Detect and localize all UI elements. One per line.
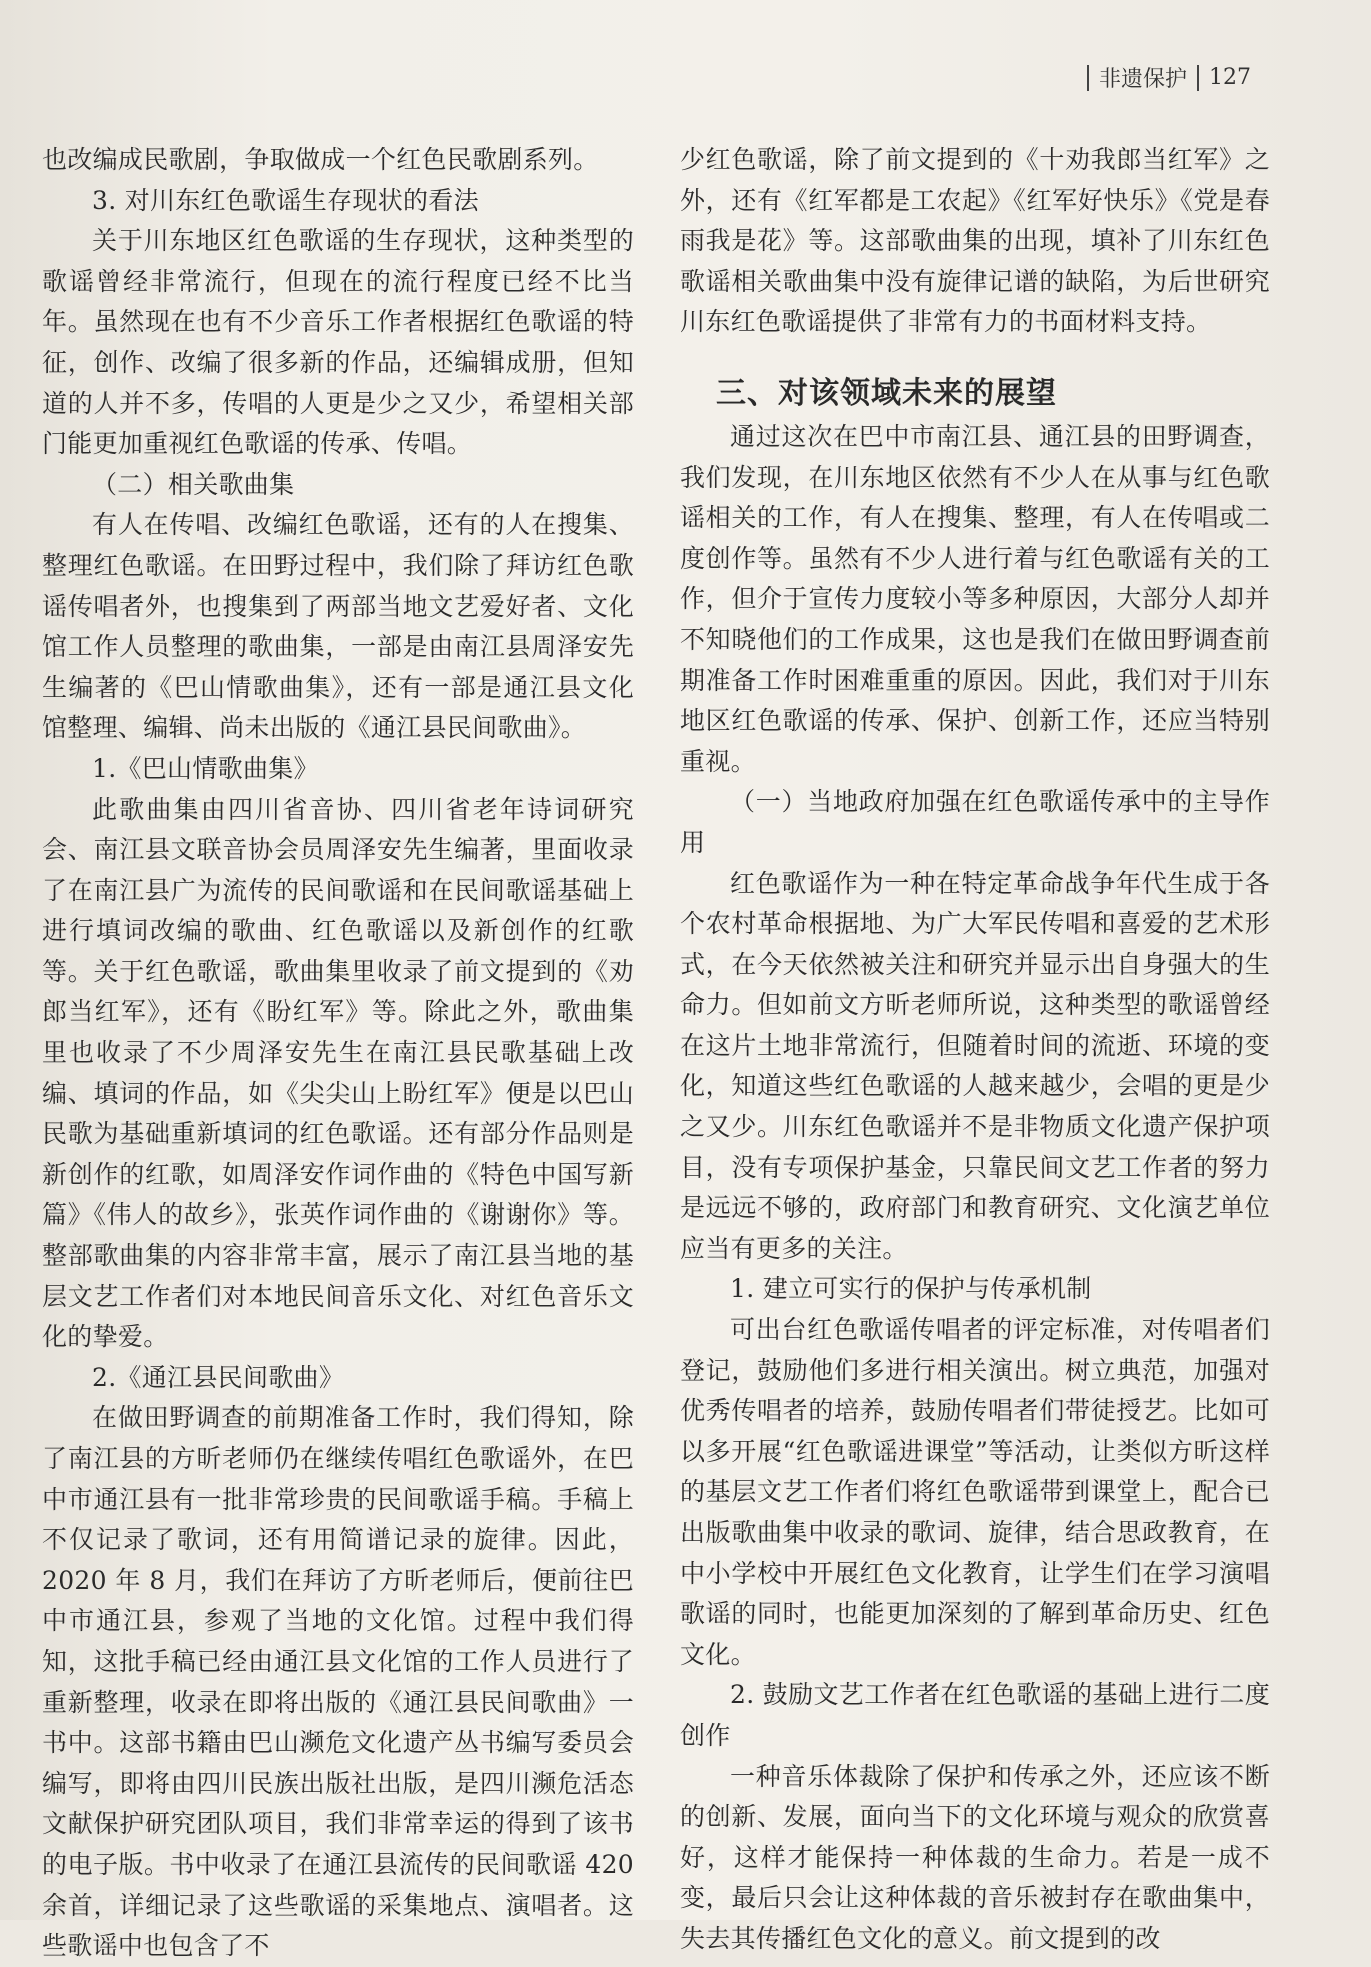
header-divider <box>1197 65 1199 91</box>
running-header <box>1077 62 1251 93</box>
subheading: 3. 对川东红色歌谣生存现状的看法 <box>92 185 479 215</box>
right-column <box>680 140 1270 1960</box>
subheading: 2. 鼓励文艺工作者在红色歌谣的基础上进行二度创作 <box>680 1680 1270 1750</box>
subheading: 2.《通江县民间歌曲》 <box>92 1362 345 1392</box>
body-paragraph: 在做田野调查的前期准备工作时，我们得知，除了南江县的方昕老师仍在继续传唱红色歌谣外，在巴中市通江县有一批非常珍贵的民间歌谣手稿。手稿上不仅记录了歌词，还有用简谱记录的旋律。因此，2020 年 8 月，我们在拜访了方昕老师后，便前往巴中市通江县，参观了当地的文化馆。过程中我们得知，这批手稿已经由通江县文化馆的工作人员进行了重新整理，收录在即将出版的《通江县民间歌曲》一书中。这部书籍由巴山濒危文化遗产丛书编写委员会编写，即将由四川民族出版社出版，是四川濒危活态文献保护研究团队项目，我们非常幸运的得到了该书的电子版。书中收录了在通江县流传的民间歌谣 420 余首，详细记录了这些歌谣的采集地点、演唱者。这些歌谣中也包含了不 <box>42 1403 634 1961</box>
subheading: 1. 建立可实行的保护与传承机制 <box>730 1274 1092 1304</box>
subheading: （一）当地政府加强在红色歌谣传承中的主导作用 <box>680 787 1270 857</box>
header-section: 非遗保护 <box>1098 67 1187 92</box>
header-divider <box>1087 65 1089 91</box>
page-number: 127 <box>1209 65 1251 90</box>
body-paragraph: 一种音乐体裁除了保护和传承之外，还应该不断的创新、发展，面向当下的文化环境与观众的欣赏喜好，这样才能保持一种体裁的生命力。若是一成不变，最后只会让这种体裁的音乐被封存在歌曲集中，失去其传播红色文化的意义。前文提到的改 <box>680 1761 1270 1953</box>
subheading: 1.《巴山情歌曲集》 <box>92 753 319 783</box>
body-paragraph: 也改编成民歌剧，争取做成一个红色民歌剧系列。 <box>42 145 599 174</box>
body-paragraph: 有人在传唱、改编红色歌谣，还有的人在搜集、整理红色歌谣。在田野过程中，我们除了拜访红色歌谣传唱者外，也搜集到了两部当地文艺爱好者、文化馆工作人员整理的歌曲集，一部是由南江县周泽安先生编著的《巴山情歌曲集》，还有一部是通江县文化馆整理、编辑、尚未出版的《通江县民间歌曲》。 <box>42 510 634 743</box>
body-paragraph: 可出台红色歌谣传唱者的评定标准，对传唱者们登记，鼓励他们多进行相关演出。树立典范，加强对优秀传唱者的培养，鼓励传唱者们带徒授艺。比如可以多开展“红色歌谣进课堂”等活动，让类似方昕这样的基层文艺工作者们将红色歌谣带到课堂上，配合已出版歌曲集中收录的歌词、旋律，结合思政教育，在中小学校中开展红色文化教育，让学生们在学习演唱歌谣的同时，也能更加深刻的了解到革命历史、红色文化。 <box>680 1315 1270 1669</box>
body-paragraph: 少红色歌谣，除了前文提到的《十劝我郎当红军》之外，还有《红军都是工农起》《红军好快乐》《党是春雨我是花》等。这部歌曲集的出现，填补了川东红色歌谣相关歌曲集中没有旋律记谱的缺陷，为后世研究川东红色歌谣提供了非常有力的书面材料支持。 <box>680 145 1270 337</box>
left-column <box>42 140 634 1967</box>
body-paragraph: 关于川东地区红色歌谣的生存现状，这种类型的歌谣曾经非常流行，但现在的流行程度已经不比当年。虽然现在也有不少音乐工作者根据红色歌谣的特征，创作、改编了很多新的作品，还编辑成册，但知道的人并不多，传唱的人更是少之又少，希望相关部门能更加重视红色歌谣的传承、传唱。 <box>42 226 634 459</box>
body-paragraph: 此歌曲集由四川省音协、四川省老年诗词研究会、南江县文联音协会员周泽安先生编著，里面收录了在南江县广为流传的民间歌谣和在民间歌谣基础上进行填词改编的歌曲、红色歌谣以及新创作的红歌等。关于红色歌谣，歌曲集里收录了前文提到的《劝郎当红军》，还有《盼红军》等。除此之外，歌曲集里也收录了不少周泽安先生在南江县民歌基础上改编、填词的作品，如《尖尖山上盼红军》便是以巴山民歌为基础重新填词的红色歌谣。还有部分作品则是新创作的红歌，如周泽安作词作曲的《特色中国写新篇》《伟人的故乡》，张英作词作曲的《谢谢你》等。整部歌曲集的内容非常丰富，展示了南江县当地的基层文艺工作者们对本地民间音乐文化、对红色音乐文化的挚爱。 <box>42 794 634 1352</box>
subheading: （二）相关歌曲集 <box>92 469 295 499</box>
section-heading: 三、对该领域未来的展望 <box>716 375 1057 411</box>
body-paragraph: 红色歌谣作为一种在特定革命战争年代生成于各个农村革命根据地、为广大军民传唱和喜爱的艺术形式，在今天依然被关注和研究并显示出自身强大的生命力。但如前文方昕老师所说，这种类型的歌谣曾经在这片土地非常流行，但随着时间的流逝、环境的变化，知道这些红色歌谣的人越来越少，会唱的更是少之又少。川东红色歌谣并不是非物质文化遗产保护项目，没有专项保护基金，只靠民间文艺工作者的努力是远远不够的，政府部门和教育研究、文化演艺单位应当有更多的关注。 <box>680 868 1270 1263</box>
body-paragraph: 通过这次在巴中市南江县、通江县的田野调查，我们发现，在川东地区依然有不少人在从事与红色歌谣相关的工作，有人在搜集、整理，有人在传唱或二度创作等。虽然有不少人进行着与红色歌谣有关的工作，但介于宣传力度较小等多种原因，大部分人却并不知晓他们的工作成果，这也是我们在做田野调查前期准备工作时困难重重的原因。因此，我们对于川东地区红色歌谣的传承、保护、创新工作，还应当特别重视。 <box>680 421 1270 776</box>
